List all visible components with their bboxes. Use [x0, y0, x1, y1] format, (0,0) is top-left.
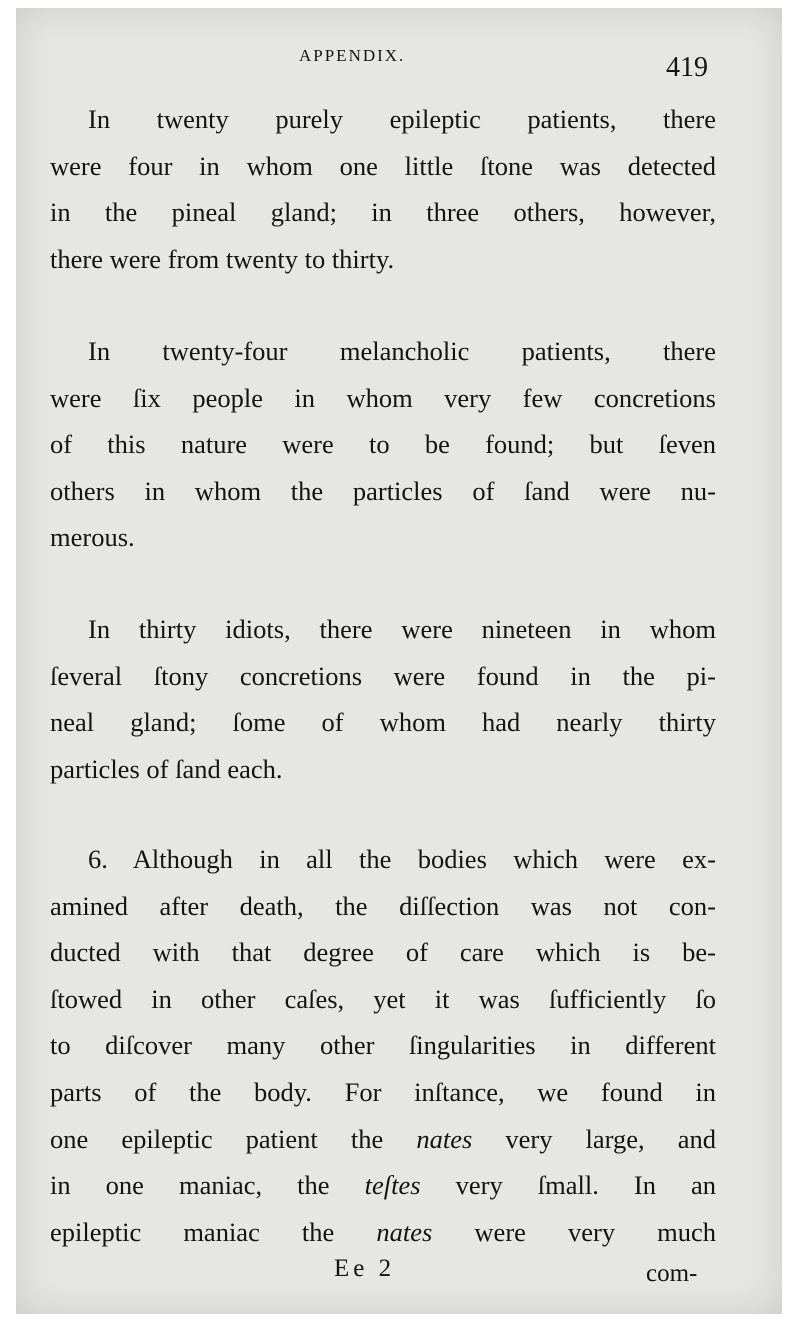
text-line: in the pineal gland; in three others, however, [50, 197, 716, 228]
text-line: 6. Although in all the bodies which were ex- [88, 844, 716, 874]
running-header: APPENDIX. [299, 46, 406, 65]
text-line: ſtowed in other caſes, yet it was ſufficiently ſo [50, 983, 716, 1014]
text-line: ſeveral ſtony concretions were found in the pi- [50, 660, 716, 691]
catchword: com- [646, 1260, 698, 1287]
italic-term: nates [376, 1216, 433, 1247]
text-line: amined after death, the diſſection was not con- [50, 890, 716, 921]
paragraph-idiots [50, 606, 716, 792]
italic-term: teſtes [364, 1170, 421, 1201]
text-line: to diſcover many other ſingularities in different [50, 1030, 716, 1061]
text-line [50, 1209, 716, 1256]
text-line: of this nature were to be found; but ſeven [50, 429, 716, 460]
text-segment: in one maniac, the [50, 1170, 330, 1201]
text-segment: one epileptic patient the [50, 1123, 384, 1154]
text-line: parts of the body. For inſtance, we found in [50, 1076, 716, 1107]
paragraph-epileptic [50, 96, 716, 282]
text-line: others in whom the particles of ſand were nu- [50, 475, 716, 506]
text-line: there were from twenty to thirty. [50, 243, 395, 274]
paragraph-section-6 [50, 836, 716, 1255]
paragraph-melancholic [50, 328, 716, 561]
text-line [50, 1162, 716, 1209]
text-line: In thirty idiots, there were nineteen in whom [88, 614, 716, 644]
text-segment: epileptic maniac the [50, 1216, 335, 1247]
signature-mark: Ee 2 [334, 1255, 396, 1282]
text-line: ducted with that degree of care which is be- [50, 937, 716, 968]
text-line: were four in whom one little ſtone was detected [50, 150, 716, 181]
page-number: 419 [666, 52, 708, 83]
book-page [16, 8, 782, 1314]
text-line [50, 1116, 716, 1163]
text-segment: very ſmall. In an [455, 1170, 717, 1201]
text-segment: very large, and [505, 1123, 717, 1154]
text-line: were ſix people in whom very few concretions [50, 382, 716, 413]
text-line: merous. [50, 522, 135, 553]
text-segment: were very much [474, 1216, 717, 1247]
text-line: In twenty purely epileptic patients, there [88, 104, 716, 134]
italic-term: nates [416, 1123, 473, 1154]
text-line: particles of ſand each. [50, 753, 283, 784]
text-line: In twenty-four melancholic patients, there [88, 336, 716, 366]
text-line: neal gland; ſome of whom had nearly thirty [50, 707, 716, 738]
